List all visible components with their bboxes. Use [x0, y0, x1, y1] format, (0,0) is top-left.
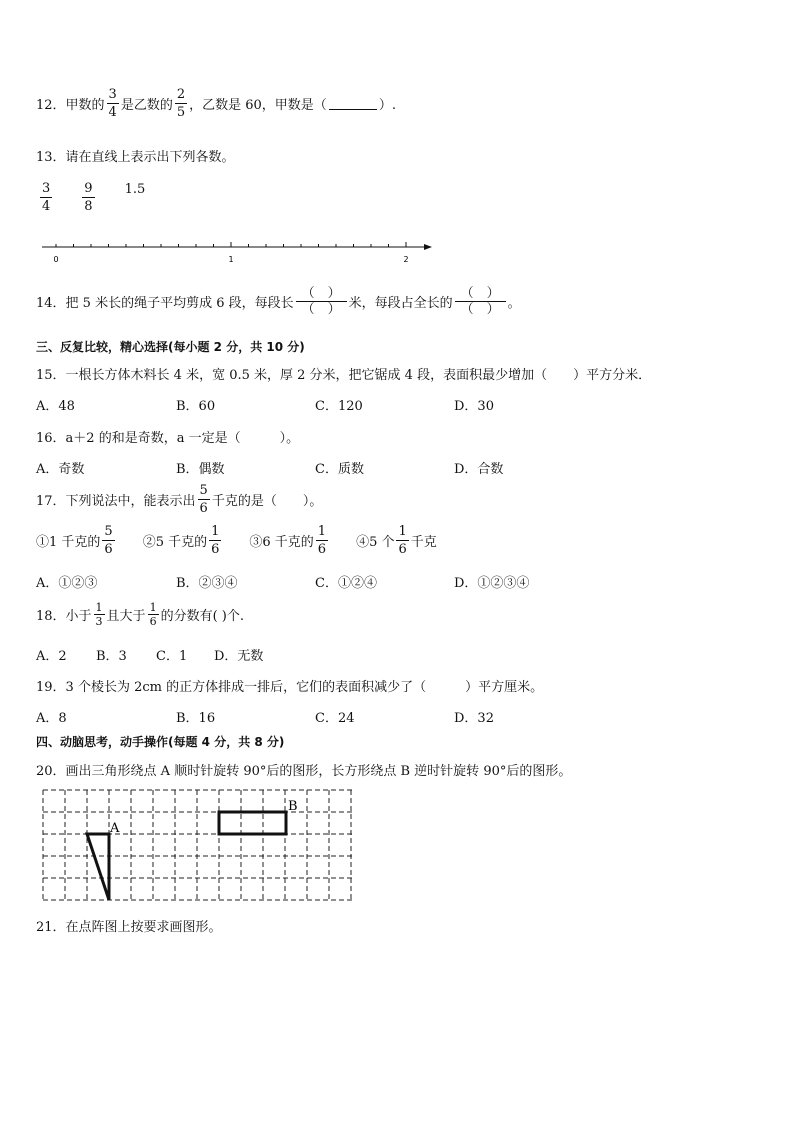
section-4-title: 四、动脑思考，动手操作(每题 4 分，共 8 分): [36, 735, 285, 749]
fraction-5-6: $\frac{5}{6}$: [199, 483, 208, 516]
question-13: 13．请在直线上表示出下列各数。: [36, 150, 235, 165]
statement-3: ③6 千克的: [249, 535, 314, 550]
fraction-1-6: $\frac{1}{6}$: [317, 524, 327, 557]
fraction-1-6: $\frac{1}{6}$: [398, 524, 407, 557]
tick-label-2: 2: [403, 255, 409, 264]
question-20: 20．画出三角形绕点 A 顺时针旋转 90°后的图形，长方形绕点 B 逆时针旋转 90°后的图形。: [36, 764, 572, 779]
q12-middle: 是乙数的: [120, 98, 173, 113]
q16-option-b[interactable]: B．偶数: [176, 462, 225, 477]
point-label-b: B: [288, 799, 298, 814]
q15-option-a[interactable]: A．48: [36, 399, 75, 414]
q18-prefix: 18．小于: [36, 609, 92, 624]
q19-option-a[interactable]: A．8: [36, 711, 67, 726]
q15-option-d[interactable]: D．30: [454, 399, 494, 414]
fraction-9-8: $\frac{9}{8}$: [84, 181, 93, 214]
number-line[interactable]: [40, 238, 440, 268]
statement-4: ④5 个: [356, 535, 395, 550]
q15-option-c[interactable]: C．120: [315, 399, 363, 414]
section-3-title: 三、反复比较，精心选择(每小题 2 分，共 10 分): [36, 340, 305, 354]
point-label-a: A: [110, 821, 120, 836]
q16-option-c[interactable]: C．质数: [315, 462, 364, 477]
tick-label-0: 0: [53, 255, 59, 264]
q17-option-c[interactable]: C．①②④: [315, 576, 377, 591]
question-14: [36, 286, 521, 317]
fraction-2-5: $\frac{2}{5}$: [176, 87, 186, 120]
q15-option-b[interactable]: B．60: [176, 399, 216, 414]
triangle-shape: [87, 834, 109, 900]
q17-option-d[interactable]: D．①②③④: [454, 576, 530, 591]
q18-option-d[interactable]: D．无数: [214, 649, 264, 664]
answer-blank[interactable]: [329, 97, 377, 110]
fraction-1-3: $\frac{1}{3}$: [95, 601, 103, 628]
q18-middle: 且大于: [106, 609, 146, 624]
q12-tail: ）.: [378, 98, 396, 113]
q17-post: 千克的是（ ）。: [211, 494, 323, 509]
question-18: [36, 602, 244, 627]
q17-option-b[interactable]: B．②③④: [176, 576, 238, 591]
statement-1: ①1 千克的: [36, 535, 101, 550]
statement-2: ②5 千克的: [142, 535, 208, 550]
q19-option-b[interactable]: B．16: [176, 711, 216, 726]
q18-option-b[interactable]: B．3: [96, 649, 127, 664]
question-16: 16．a＋2 的和是奇数，a 一定是（ ）。: [36, 431, 300, 446]
decimal-1-5: 1.5: [124, 182, 146, 197]
q18-option-a[interactable]: A．2: [36, 649, 67, 664]
fraction-3-4: $\frac{3}{4}$: [42, 181, 51, 214]
question-21: 21．在点阵图上按要求画图形。: [36, 920, 222, 935]
fraction-5-6: $\frac{5}{6}$: [104, 524, 113, 557]
q13-numbers: [38, 182, 145, 213]
q18-option-c[interactable]: C．1: [156, 649, 188, 664]
rectangle-shape: [219, 812, 286, 834]
q18-post: 的分数有( )个.: [160, 609, 244, 624]
question-17: [36, 484, 322, 515]
q16-option-d[interactable]: D．合数: [454, 462, 504, 477]
q19-option-d[interactable]: D．32: [454, 711, 494, 726]
fraction-1-6: $\frac{1}{6}$: [149, 601, 157, 628]
tick-label-1: 1: [228, 255, 234, 264]
q19-option-c[interactable]: C．24: [315, 711, 355, 726]
question-15: 15．一根长方体木料长 4 米，宽 0.5 米，厚 2 分米，把它锯成 4 段，表面积最少增加（ ）平方分米．: [36, 368, 652, 383]
fraction-1-6: $\frac{1}{6}$: [211, 524, 220, 557]
rotation-grid[interactable]: [40, 787, 356, 903]
q12-prefix: 12．甲数的: [36, 98, 105, 113]
q17-option-a[interactable]: A．①②③: [36, 576, 98, 591]
q12-post: ，乙数是 60，甲数是（: [189, 98, 327, 113]
blank-fraction-portion[interactable]: $\frac{( )}{( )}$: [455, 286, 506, 317]
q17-statements: [36, 525, 437, 556]
fraction-3-4: $\frac{3}{4}$: [108, 87, 117, 120]
question-12: [36, 88, 396, 119]
q17-prefix: 17．下列说法中，能表示出: [36, 494, 196, 509]
statement-4-unit: 千克: [410, 535, 437, 550]
q14-prefix: 14．把 5 米长的绳子平均剪成 6 段，每段长: [36, 296, 294, 311]
question-19: 19．3 个棱长为 2cm 的正方体排成一排后，它们的表面积减少了（ ）平方厘米。: [36, 680, 544, 695]
q14-tail: 。: [507, 296, 521, 311]
q14-middle: 米，每段占全长的: [348, 296, 453, 311]
blank-fraction-length[interactable]: $\frac{( )}{( )}$: [296, 286, 347, 317]
q16-option-a[interactable]: A．奇数: [36, 462, 85, 477]
